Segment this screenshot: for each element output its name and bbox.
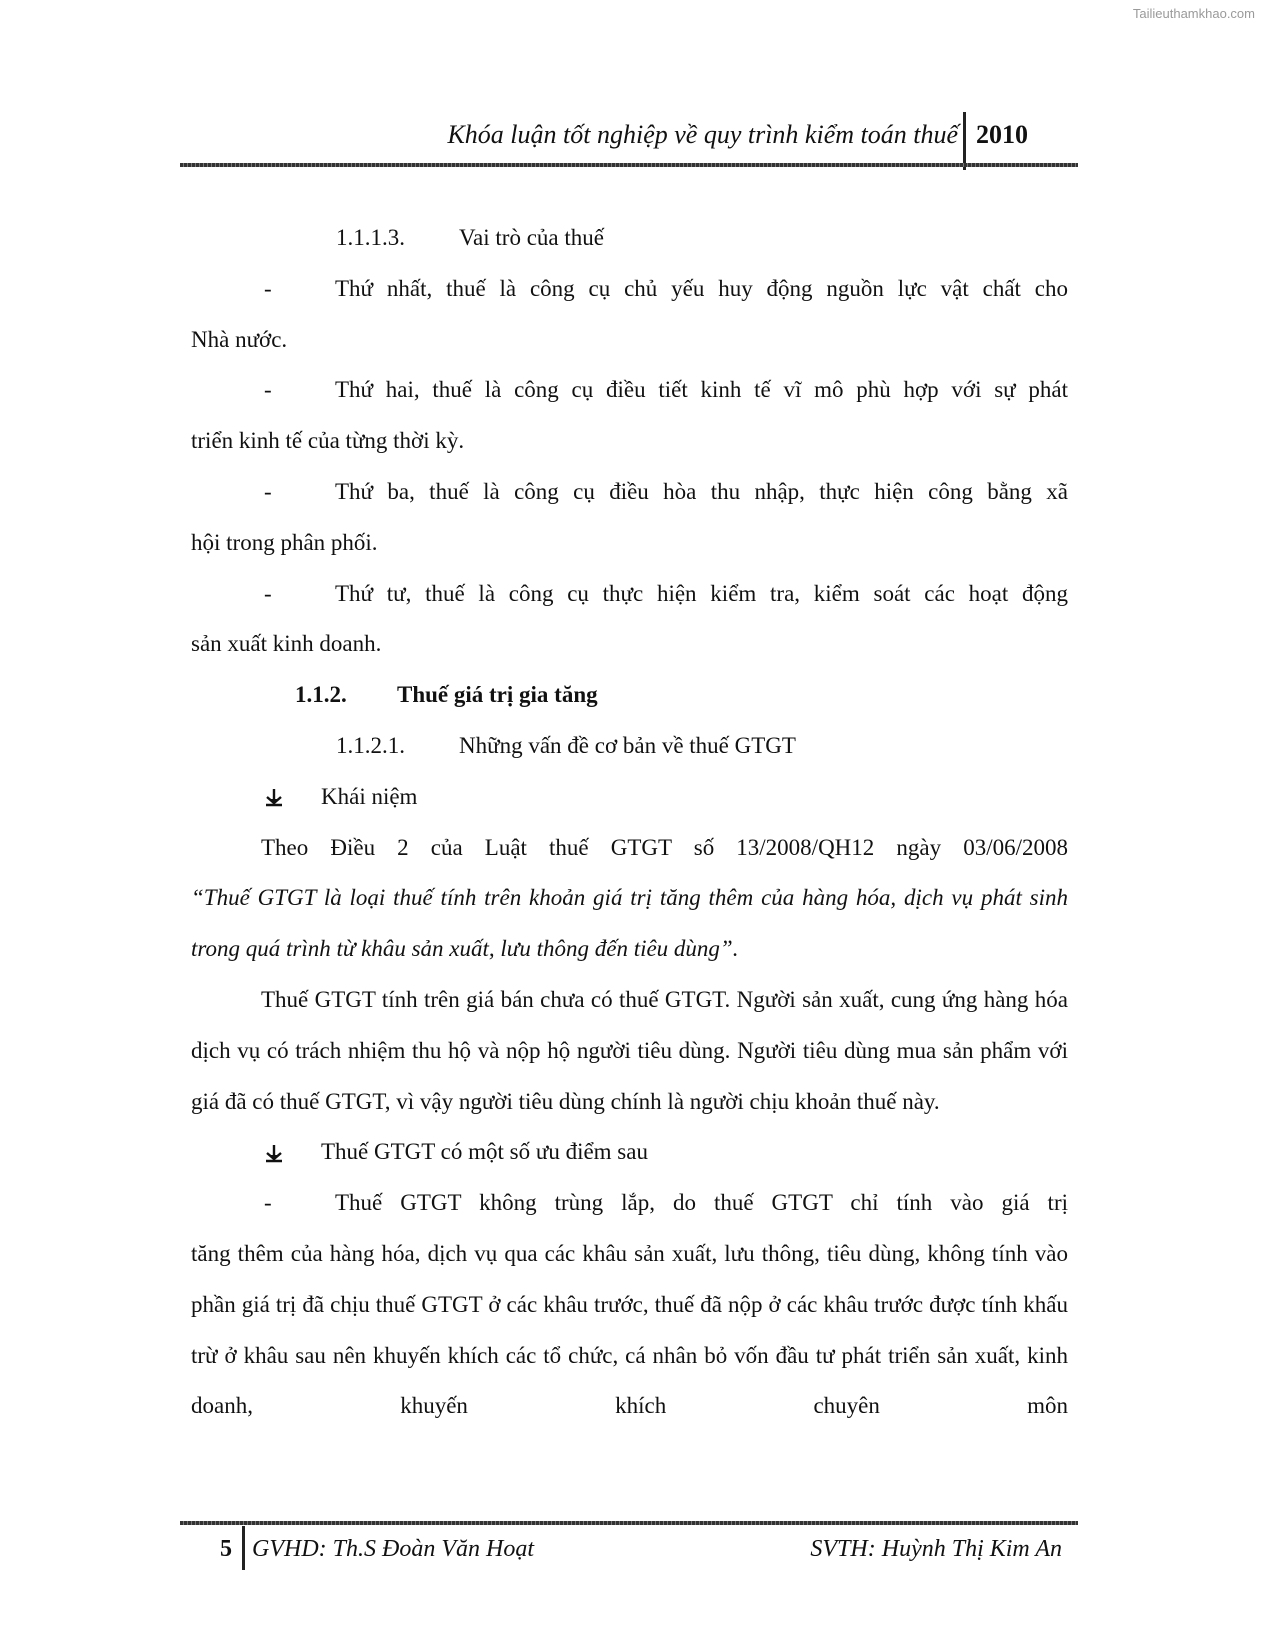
section-heading-1113 xyxy=(191,213,1068,264)
advantages-heading-row xyxy=(191,1127,1068,1178)
header-year: 2010 xyxy=(976,120,1028,149)
list-item-first-line: Thứ ba, thuế là công cụ điều hòa thu nhập, thực hiện công bằng xã xyxy=(335,478,1068,504)
header-separator xyxy=(963,112,966,170)
advantages-heading: Thuế GTGT có một số ưu điểm sau xyxy=(321,1139,648,1165)
watermark: Tailieuthamkhao.com xyxy=(1132,6,1255,21)
page-header xyxy=(180,108,1078,170)
footer-supervisor: GVHD: Th.S Đoàn Văn Hoạt xyxy=(252,1536,534,1562)
page-footer xyxy=(180,1526,1078,1576)
list-item-first-line: Thứ nhất, thuế là công cụ chủ yếu huy động nguồn lực vật chất cho xyxy=(335,275,1068,301)
footer-separator xyxy=(242,1526,245,1570)
dash-bullet: - xyxy=(264,478,272,504)
concept-heading-row xyxy=(191,772,1068,823)
list-item-continuation: triển kinh tế của từng thời kỳ. xyxy=(191,428,465,454)
section-title: Những vấn đề cơ bản về thuế GTGT xyxy=(459,732,796,758)
header-rule xyxy=(180,163,1078,167)
footer-student: SVTH: Huỳnh Thị Kim An xyxy=(810,1536,1062,1562)
list-item-continuation: Nhà nước. xyxy=(191,326,288,352)
section-number: 1.1.2. xyxy=(295,682,347,708)
list-item xyxy=(191,365,1068,467)
concept-paragraph: Thuế GTGT tính trên giá bán chưa có thuế GTGT. Người sản xuất, cung ứng hàng hóa dịch vụ có trách nhiệm thu hộ và nộp hộ người tiêu dùng. Người tiêu dùng mua sản phẩm với giá đã có thuế GTGT, vì vậy người tiêu dùng chính là người chịu khoản thuế này. xyxy=(191,986,1068,1114)
concept-intro: Theo Điều 2 của Luật thuế GTGT số 13/2008/QH12 ngày 03/06/2008 xyxy=(261,834,1068,860)
arrow-bullet-icon xyxy=(263,1127,285,1178)
dash-bullet: - xyxy=(264,1190,272,1216)
list-item-continuation: sản xuất kinh doanh. xyxy=(191,631,382,657)
page-body xyxy=(191,213,1068,1432)
dash-bullet: - xyxy=(264,377,272,403)
list-item-first-line: Thứ hai, thuế là công cụ điều tiết kinh tế vĩ mô phù hợp với sự phát xyxy=(335,377,1068,403)
section-number: 1.1.1.3. xyxy=(336,225,405,250)
list-item-first-line: Thứ tư, thuế là công cụ thực hiện kiểm tra, kiểm soát các hoạt động xyxy=(335,580,1068,606)
section-heading-1121 xyxy=(191,721,1068,772)
list-item-continuation: hội trong phân phối. xyxy=(191,529,378,555)
list-item-continuation: tăng thêm của hàng hóa, dịch vụ qua các khâu sản xuất, lưu thông, tiêu dùng, không tính vào phần giá trị đã chịu thuế GTGT ở các khâu trước, thuế đã nộp ở các khâu trước được tính khấu trừ ở khâu sau nên khuyến khích các tổ chức, cá nhân bỏ vốn đầu tư phát triển sản xuất, kinh doanh, khuyến khích chuyên môn xyxy=(191,1240,1068,1419)
section-heading-112 xyxy=(191,670,1068,721)
header-title: Khóa luận tốt nghiệp về quy trình kiểm toán thuế xyxy=(447,120,958,149)
concept-quote: “Thuế GTGT là loại thuế tính trên khoản giá trị tăng thêm của hàng hóa, dịch vụ phát sinh trong quá trình từ khâu sản xuất, lưu thông đến tiêu dùng”. xyxy=(191,885,1068,962)
section-title: Thuế giá trị gia tăng xyxy=(397,682,598,708)
page-number: 5 xyxy=(220,1536,232,1562)
list-item-first-line: Thuế GTGT không trùng lắp, do thuế GTGT chỉ tính vào giá trị xyxy=(335,1190,1068,1216)
list-item xyxy=(191,467,1068,569)
list-item xyxy=(191,1178,1068,1432)
dash-bullet: - xyxy=(264,275,272,301)
dash-bullet: - xyxy=(264,580,272,606)
footer-rule xyxy=(180,1521,1078,1525)
list-item xyxy=(191,264,1068,366)
arrow-bullet-icon xyxy=(263,772,285,823)
concept-heading: Khái niệm xyxy=(321,783,418,809)
list-item xyxy=(191,569,1068,671)
section-title: Vai trò của thuế xyxy=(459,225,604,250)
section-number: 1.1.2.1. xyxy=(336,732,405,758)
